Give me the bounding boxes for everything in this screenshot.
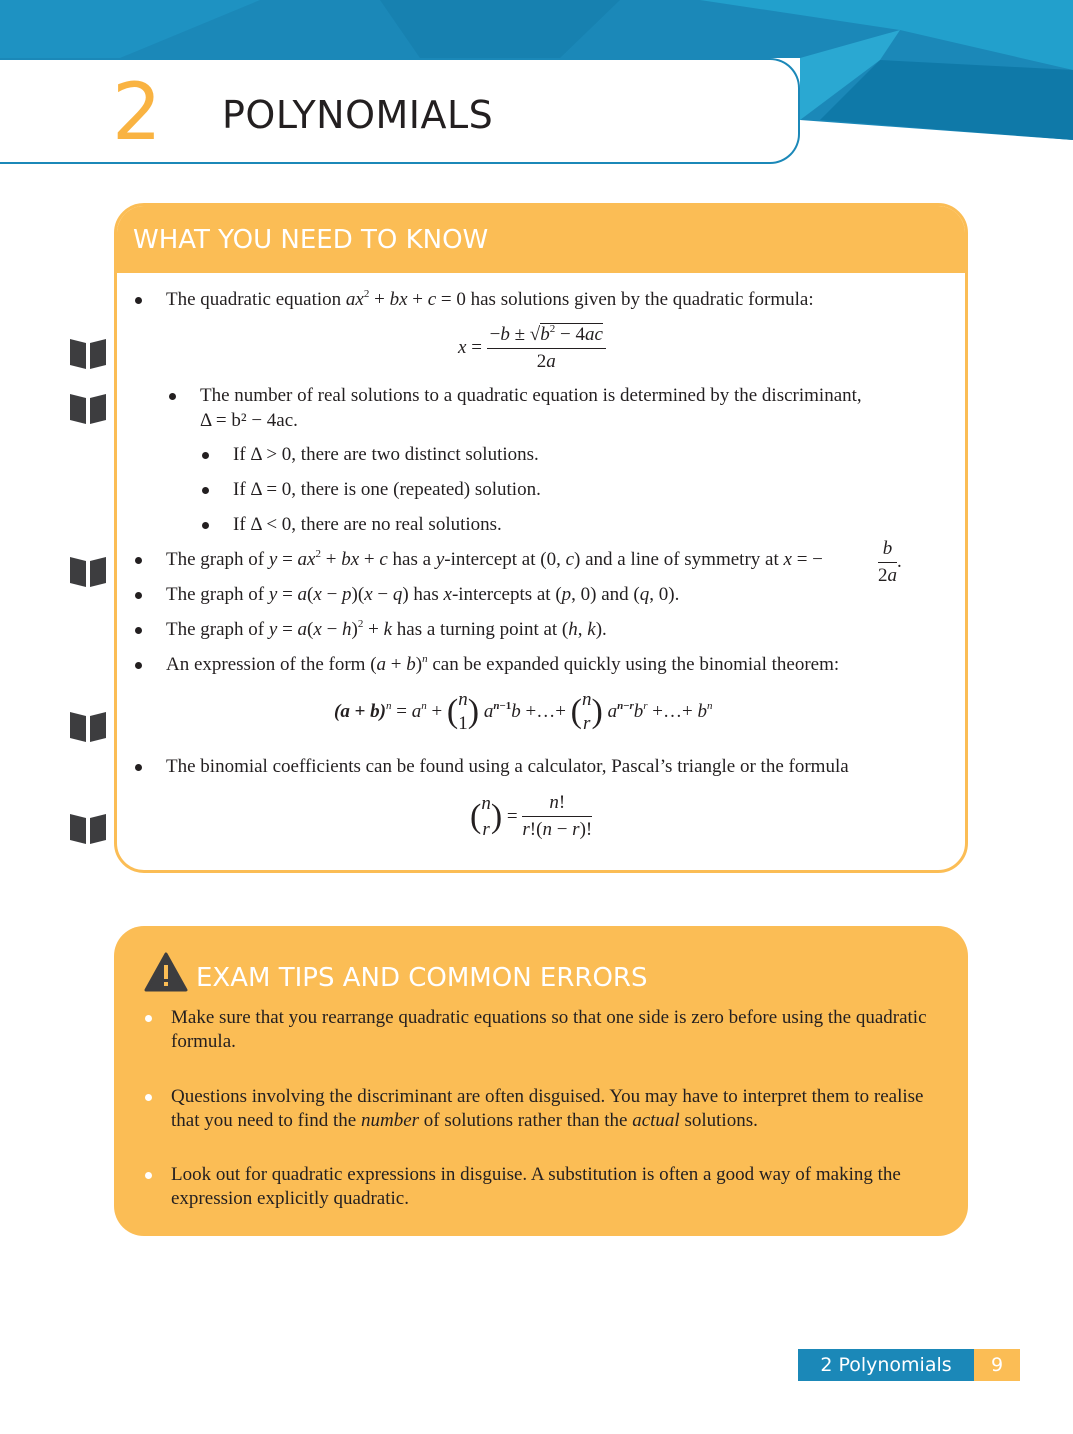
bullet-quadratic-equation: The quadratic equation $ax^2$ + bx + c = 0 has solutions given by the quadratic formula: — [166, 288, 814, 310]
bullet — [135, 764, 142, 771]
tip-disguise: Look out for quadratic expressions in disguise. A substitution is often a good way of making the expression explicitly quadratic. — [171, 1164, 901, 1209]
book-icon — [68, 335, 108, 371]
book-icon — [68, 553, 108, 589]
quadratic-formula: x = $\frac{-b \pm √b^2 - 4ac}{2a}$ — [458, 322, 606, 375]
symmetry-fraction: $\frac{b}{2a}$ . — [878, 538, 902, 586]
bullet — [135, 297, 142, 304]
bullet — [202, 452, 209, 459]
bullet — [202, 522, 209, 529]
footer-chapter-label: 2 Polynomials — [798, 1349, 974, 1381]
discriminant-definition: Δ = b² − 4ac. — [200, 410, 298, 431]
bullet — [169, 393, 176, 400]
page-number: 9 — [974, 1349, 1020, 1381]
chapter-number: 2 — [112, 68, 160, 158]
bullet — [135, 662, 142, 669]
bullet-turning-point: The graph of $y = a(x - h)^2 + k$ has a turning point at (h, k). — [166, 618, 607, 640]
bullet — [202, 487, 209, 494]
book-icon — [68, 390, 108, 426]
binomial-coefficient-formula: (n r) = $\frac{n!}{r!(n - r)!}$ — [470, 792, 593, 840]
bullet — [145, 1094, 152, 1101]
bullet — [145, 1172, 152, 1179]
know-box-heading: WHAT YOU NEED TO KNOW — [133, 225, 489, 255]
bullet — [135, 557, 142, 564]
bullet-x-intercepts: The graph of y = a(x − p)(x − q) has x-intercepts at (p, 0) and (q, 0). — [166, 584, 680, 605]
warning-icon — [144, 952, 188, 992]
bullet-two-solutions: If Δ > 0, there are two distinct solutions. — [233, 444, 539, 465]
bullet — [145, 1015, 152, 1022]
book-icon — [68, 810, 108, 846]
bullet-binomial-theorem: An expression of the form $(a + b)^n$ can be expanded quickly using the binomial theorem: — [166, 653, 840, 675]
bullet — [135, 627, 142, 634]
exam-tips-heading: EXAM TIPS AND COMMON ERRORS — [196, 963, 648, 993]
bullet-no-solutions: If Δ < 0, there are no real solutions. — [233, 514, 502, 535]
binomial-expansion: $(a + b)^n = a^n + (n$ 1) $a^{n-1}b$ +…+ (n r) $a^{n-r}b^r$ +…+ $b^n$ — [334, 689, 713, 734]
know-box-header — [117, 206, 965, 273]
chapter-title: POLYNOMIALS — [222, 93, 494, 137]
bullet — [135, 592, 142, 599]
book-icon — [68, 708, 108, 744]
bullet-discriminant: The number of real solutions to a quadratic equation is determined by the discriminant, — [200, 385, 862, 406]
bullet-y-intercept-symmetry: The graph of $y = ax^2$ + bx + c has a y-intercept at (0, c) and a line of symmetry at x = − — [166, 548, 823, 570]
tip-rearrange: Make sure that you rearrange quadratic equations so that one side is zero before using the quadratic formula. — [171, 1007, 927, 1052]
tip-discriminant: Questions involving the discriminant are often disguised. You may have to interpret them to realise that you need to find the number of solutions rather than the actual solutions. — [171, 1086, 924, 1131]
bullet-binomial-coefficients: The binomial coefficients can be found using a calculator, Pascal’s triangle or the formula — [166, 756, 849, 777]
bullet-one-solution: If Δ = 0, there is one (repeated) solution. — [233, 479, 541, 500]
